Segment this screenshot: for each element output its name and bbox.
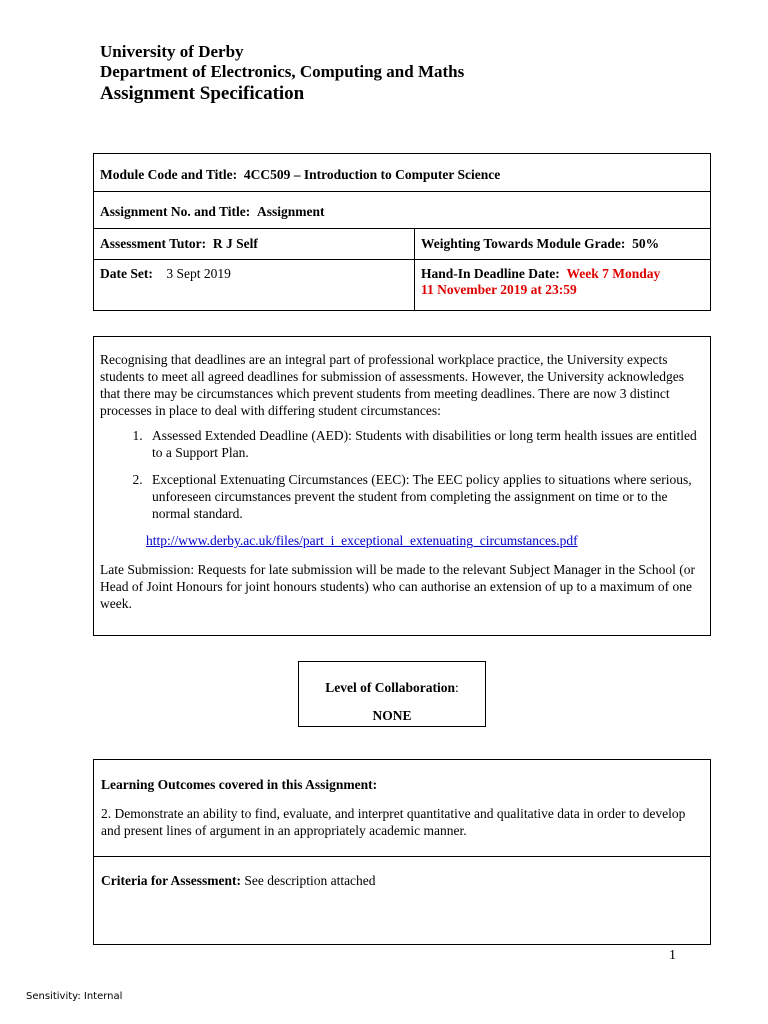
date-set-value: 3 Sept 2019: [166, 266, 231, 281]
collaboration-heading: [299, 680, 485, 696]
outcomes-cell: [94, 760, 711, 857]
learning-outcomes-table: [93, 759, 711, 945]
weighting-label: Weighting Towards Module Grade:: [421, 236, 626, 251]
document-title: Assignment Specification: [100, 83, 305, 104]
policy-list: [100, 427, 704, 522]
module-label: Module Code and Title:: [100, 166, 238, 182]
collaboration-value: NONE: [372, 708, 412, 723]
assignment-value: Assignment: [257, 204, 325, 219]
criteria-cell: [94, 857, 711, 945]
deadline-cell: [415, 260, 711, 311]
policy-intro: Recognising that deadlines are an integral part of professional workplace practice, the University expects students to meet all agreed deadlines for submission of assessments. However, the University acknowledges that there may be circumstances which prevent students from meeting deadlines. There are now 3 distinct processes in place to deal with differing student circumstances:: [100, 352, 684, 418]
deadline-week: Week 7 Monday: [566, 266, 661, 281]
assignment-cell: [94, 192, 711, 229]
tutor-row: [94, 229, 711, 260]
assignment-details-table: [93, 153, 711, 311]
module-cell: [94, 154, 711, 192]
sensitivity-label: Sensitivity: Internal: [26, 991, 123, 1002]
tutor-label: Assessment Tutor:: [100, 236, 207, 251]
document-header: [100, 42, 464, 106]
university-name: University of Derby: [100, 42, 244, 61]
deadline-policy-box: [93, 336, 711, 636]
eec-policy-link[interactable]: http://www.derby.ac.uk/files/part_i_exceptional_extenuating_circumstances.pdf: [146, 533, 578, 548]
outcomes-title: Learning Outcomes covered in this Assignment:: [101, 777, 378, 792]
collaboration-label: Level of Collaboration: [325, 680, 455, 695]
late-submission-text: Late Submission: Requests for late submission will be made to the relevant Subject Manager in the School (or Head of Joint Honours for joint honours students) who can authorise an extension of up to a maximum of one week.: [100, 562, 696, 611]
policy-item-eec: 2. Exceptional Extenuating Circumstances (EEC): The EEC policy applies to situations where serious, unforeseen circumstances prevent the student from completing the assignment on time or to the normal standard.: [146, 471, 704, 522]
module-row: [94, 154, 711, 192]
assignment-row: [94, 192, 711, 229]
tutor-value: R J Self: [212, 236, 258, 251]
date-set-cell: [94, 260, 415, 311]
criteria-value: See description attached: [244, 873, 376, 888]
outcomes-row: [94, 760, 711, 857]
dates-row: [94, 260, 711, 311]
module-value: 4CC509 – Introduction to Computer Science: [243, 166, 501, 182]
date-set-label: Date Set:: [100, 266, 153, 281]
collaboration-box: [298, 661, 486, 727]
outcome-item: 2. Demonstrate an ability to find, evaluate, and interpret quantitative and qualitative data in order to develop and present lines of argument in an appropriately academic manner.: [101, 806, 686, 838]
deadline-date: 11 November 2019 at 23:59: [421, 282, 577, 297]
department-name: Department of Electronics, Computing and Maths: [100, 62, 465, 81]
collaboration-colon: :: [454, 680, 459, 695]
weighting-cell: [415, 229, 711, 260]
criteria-label: Criteria for Assessment:: [101, 873, 241, 888]
criteria-row: [94, 857, 711, 945]
assignment-label: Assignment No. and Title:: [100, 204, 251, 219]
page-number: 1: [669, 948, 676, 963]
tutor-cell: [94, 229, 415, 260]
deadline-label: Hand-In Deadline Date:: [421, 266, 560, 281]
policy-item-aed: 1. Assessed Extended Deadline (AED): Students with disabilities or long term health issues are entitled to a Support Plan.: [146, 427, 704, 461]
weighting-value: 50%: [632, 236, 660, 251]
